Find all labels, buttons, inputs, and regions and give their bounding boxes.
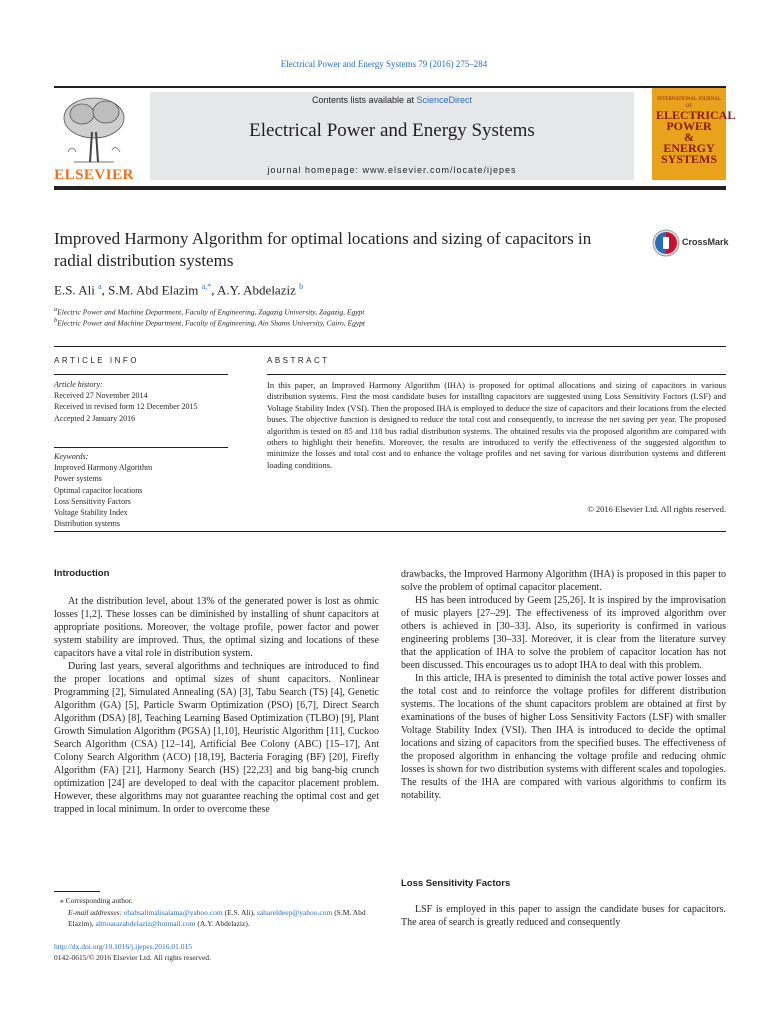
paragraph: HS has been introduced by Geem [25,26]. It is inspired by the improvisation of music players [27–29]. The effectiveness of its improved algorithm over others is achieved in [30–33]. Also, its superiority is confirmed in various engineering problems [30–33]. Moreover, it is clear from the literature survey that the application of IHA to solve the problem of capacitor location has not been discussed. This encourages us to adopt IHA to deal with this problem. <box>401 595 726 671</box>
author-affiliation-mark[interactable]: a,* <box>201 282 212 291</box>
issn-copyright: 0142-0615/© 2016 Elsevier Ltd. All rights reserved. <box>54 953 211 962</box>
doi[interactable] <box>54 941 192 952</box>
abstract-copyright: © 2016 Elsevier Ltd. All rights reserved. <box>587 504 726 514</box>
homepage-url[interactable]: www.elsevier.com/locate/ijepes <box>362 165 517 175</box>
abstract-label: ABSTRACT <box>267 356 330 365</box>
affiliation-mark: b <box>54 317 58 324</box>
keywords-label: Keywords: <box>54 452 89 461</box>
author-list: E.S. Ali $^a$, S.M. Abd Elazim $^{a,*}$, A.Y. Abdelaziz $^b$ <box>54 282 304 298</box>
contents-prefix: Contents lists available at <box>311 95 417 105</box>
elsevier-logo <box>54 92 134 184</box>
author-name: E.S. Ali <box>54 282 95 298</box>
keyword-item: Loss Sensitivity Factors <box>54 496 131 506</box>
journal-cover <box>652 88 736 180</box>
email-link[interactable]: ehabsalimalisalama@yahoo.com <box>123 908 223 917</box>
body-column-left <box>54 595 379 816</box>
paragraph: At the distribution level, about 13% of the generated power is lost as ohmic losses [1,2]. These losses can be diminished by installing of shunt capacitors at appropriate positions. Moreover, the voltage profile, power factor and power system stability are improved. Thus, the optimal sizing and locations of these capacitors have a vital role in distribution system. <box>54 596 379 659</box>
section-heading-lsf: Loss Sensitivity Factors <box>401 878 511 889</box>
email-owner: (A.Y. Abdelaziz). <box>197 919 250 928</box>
history-label: Article history: <box>54 380 103 389</box>
body-column-right-lsf <box>401 903 726 929</box>
paper-title: Improved Harmony Algorithm for optimal locations and sizing of capacitors in radial distribution systems <box>54 229 592 270</box>
history-item: Received 27 November 2014 <box>54 391 148 401</box>
cover-line: SYSTEMS <box>660 152 718 166</box>
footnote-corresponding <box>60 895 380 906</box>
header-bottom-rule <box>54 186 726 190</box>
crossmark-icon <box>652 229 680 257</box>
journal-title: Electrical Power and Energy Systems <box>249 120 535 141</box>
history-item: Received in revised form 12 December 2015 <box>54 402 198 412</box>
corresponding-text: Corresponding author. <box>65 896 133 905</box>
paragraph: drawbacks, the Improved Harmony Algorithm (IHA) is proposed in this paper to solve the problem of optimal capacitor placement. <box>401 569 726 593</box>
affiliation <box>54 317 365 328</box>
footnote-emails <box>54 907 379 929</box>
author-affiliation-mark[interactable]: b <box>299 282 304 291</box>
cover-line: POWER <box>666 119 712 133</box>
homepage-prefix: journal homepage: <box>267 165 363 175</box>
keyword-item: Voltage Stability Index <box>54 508 128 518</box>
author-name: A.Y. Abdelaziz <box>217 282 296 298</box>
cover-line: INTERNATIONAL JOURNAL OF <box>657 97 721 109</box>
keyword-item: Optimal capacitor locations <box>54 485 143 495</box>
divider <box>54 374 228 375</box>
keyword-item: Improved Harmony Algorithm <box>54 463 153 473</box>
cover-line: & <box>684 130 694 144</box>
article-history <box>54 379 228 424</box>
keyword-item: Distribution systems <box>54 519 121 529</box>
paragraph: LSF is employed in this paper to assign the candidate buses for capacitors. The area of search is greatly reduced and consequently <box>401 904 726 928</box>
author-name: S.M. Abd Elazim <box>108 282 199 298</box>
divider <box>54 346 726 347</box>
crossmark-badge[interactable] <box>652 229 732 259</box>
keywords <box>54 451 228 529</box>
doi-link[interactable]: http://dx.doi.org/10.1016/j.ijepes.2016.01.015 <box>54 942 192 951</box>
elsevier-wordmark: ELSEVIER <box>54 167 134 183</box>
affiliation-text: Electric Power and Machine Department, Faculty of Engineering, Zagazig University, Zagazig, Egypt <box>57 307 365 317</box>
email-owner: (E.S. Ali), <box>224 908 256 917</box>
paragraph: During last years, several algorithms and techniques are introduced to find the proper locations and optimal sizes of shunt capacitors. Nonlinear Programming [2], Simulated Annealing (SA) [3], Tabu Search (TS) [4], Genetic Algorithm (GA) [5], Particle Swarm Optimization (PSO) [6,7], Direct Search Algorithm (DSA) [8], Teaching Learning Based Optimization (TLBO) [9], Plant Growth Simulation Algorithm (PGSA) [1,10], Heuristic Algorithm [11], Cuckoo Search Algorithm (CSA) [12–14], Artificial Bee Colony (ABC) [15–17], Ant Colony Search Algorithm (ACO) [18,19], Bacteria Foraging (BF) [20], Firefly Algorithm (FA) [21], Harmony Search (HS) [22,23] and big bang-big crunch optimization [24] are developed to deal with the capacitor placement problem. However, these algorithms may not guarantee reaching the optimal cost and get trapped in local minimum. In order to overcome these <box>54 661 379 815</box>
divider <box>54 447 228 448</box>
elsevier-tree-icon <box>54 92 134 166</box>
email-link[interactable]: almoatazabdelaziz@hotmail.com <box>95 919 196 928</box>
section-heading-introduction: Introduction <box>54 568 110 579</box>
cover-line: ENERGY <box>663 141 715 155</box>
crossmark-label: CrossMark <box>682 237 729 247</box>
keyword-item: Power systems <box>54 474 102 484</box>
paragraph: In this article, IHA is presented to diminish the total active power losses and the total cost and to reinforce the voltage profiles for different distribution systems. The locations of the shunt capacitors problem are obtained at first by examinations of the buses of higher Loss Sensitivity Factors (LSF) with smaller Voltage Stability Index (VSI). Then IHA is introduced to decide the optimal locations and sizing of capacitors from the specified buses. The effectiveness of the proposed algorithm in enhancing the voltage profile and reducing ohmic losses is shown for two distribution systems with different scales and topologies. The results of the IHA are compared with various algorithms to confirm its notability. <box>401 673 726 801</box>
journal-cover-title <box>656 96 736 166</box>
journal-citation-link[interactable]: Electrical Power and Energy Systems 79 (2016) 275–284 <box>280 59 488 69</box>
email-label: E-mail addresses: <box>68 908 123 917</box>
header-top-rule <box>54 86 726 88</box>
divider <box>54 531 726 532</box>
affiliation-text: Electric Power and Machine Department, Faculty of Engineering, Ain Shams University, Cairo, Egypt <box>57 318 365 328</box>
affiliation-mark: a <box>54 306 58 313</box>
divider <box>267 374 726 375</box>
abstract-body: In this paper, an Improved Harmony Algorithm (IHA) is proposed for optimal allocations and sizing of capacitors in various distribution systems. First the most candidate buses for installing capacitors are suggested using Loss Sensitivity Factors (LSF) and Voltage Stability Index (VSI). Then the proposed IHA is employed to deduce the size of capacitors and their locations from the elected buses. The objective function is designed to reduce the total cost and consequently, to increase the net saving per year. The proposed algorithm is tested on 85 and 118 bus radial distribution systems. The obtained results via the proposed algorithm are compared with others to highlight their benefits. Moreover, the results are introduced to verify the effectiveness of the suggested algorithm to minimize the losses and total cost and to enhance the voltage profiles and net saving for various distribution systems and different loading conditions. <box>267 380 726 470</box>
email-owner: (S.M. Abd Elazim), <box>68 908 366 928</box>
author-affiliation-mark[interactable]: a <box>98 282 102 291</box>
sciencedirect-link[interactable]: ScienceDirect <box>416 95 473 105</box>
journal-homepage <box>150 165 634 175</box>
affiliation <box>54 306 364 317</box>
contents-line <box>150 95 634 105</box>
corresponding-marker: ⁎ <box>60 896 64 905</box>
body-column-right <box>401 568 726 802</box>
cover-line: ELECTRICAL <box>656 108 736 122</box>
email-link[interactable]: sahareldeep@yahoo.com <box>256 908 333 917</box>
footnote-rule <box>54 891 100 892</box>
article-info-label: ARTICLE INFO <box>54 356 139 365</box>
history-item: Accepted 2 January 2016 <box>54 413 136 423</box>
journal-citation[interactable] <box>0 59 768 69</box>
